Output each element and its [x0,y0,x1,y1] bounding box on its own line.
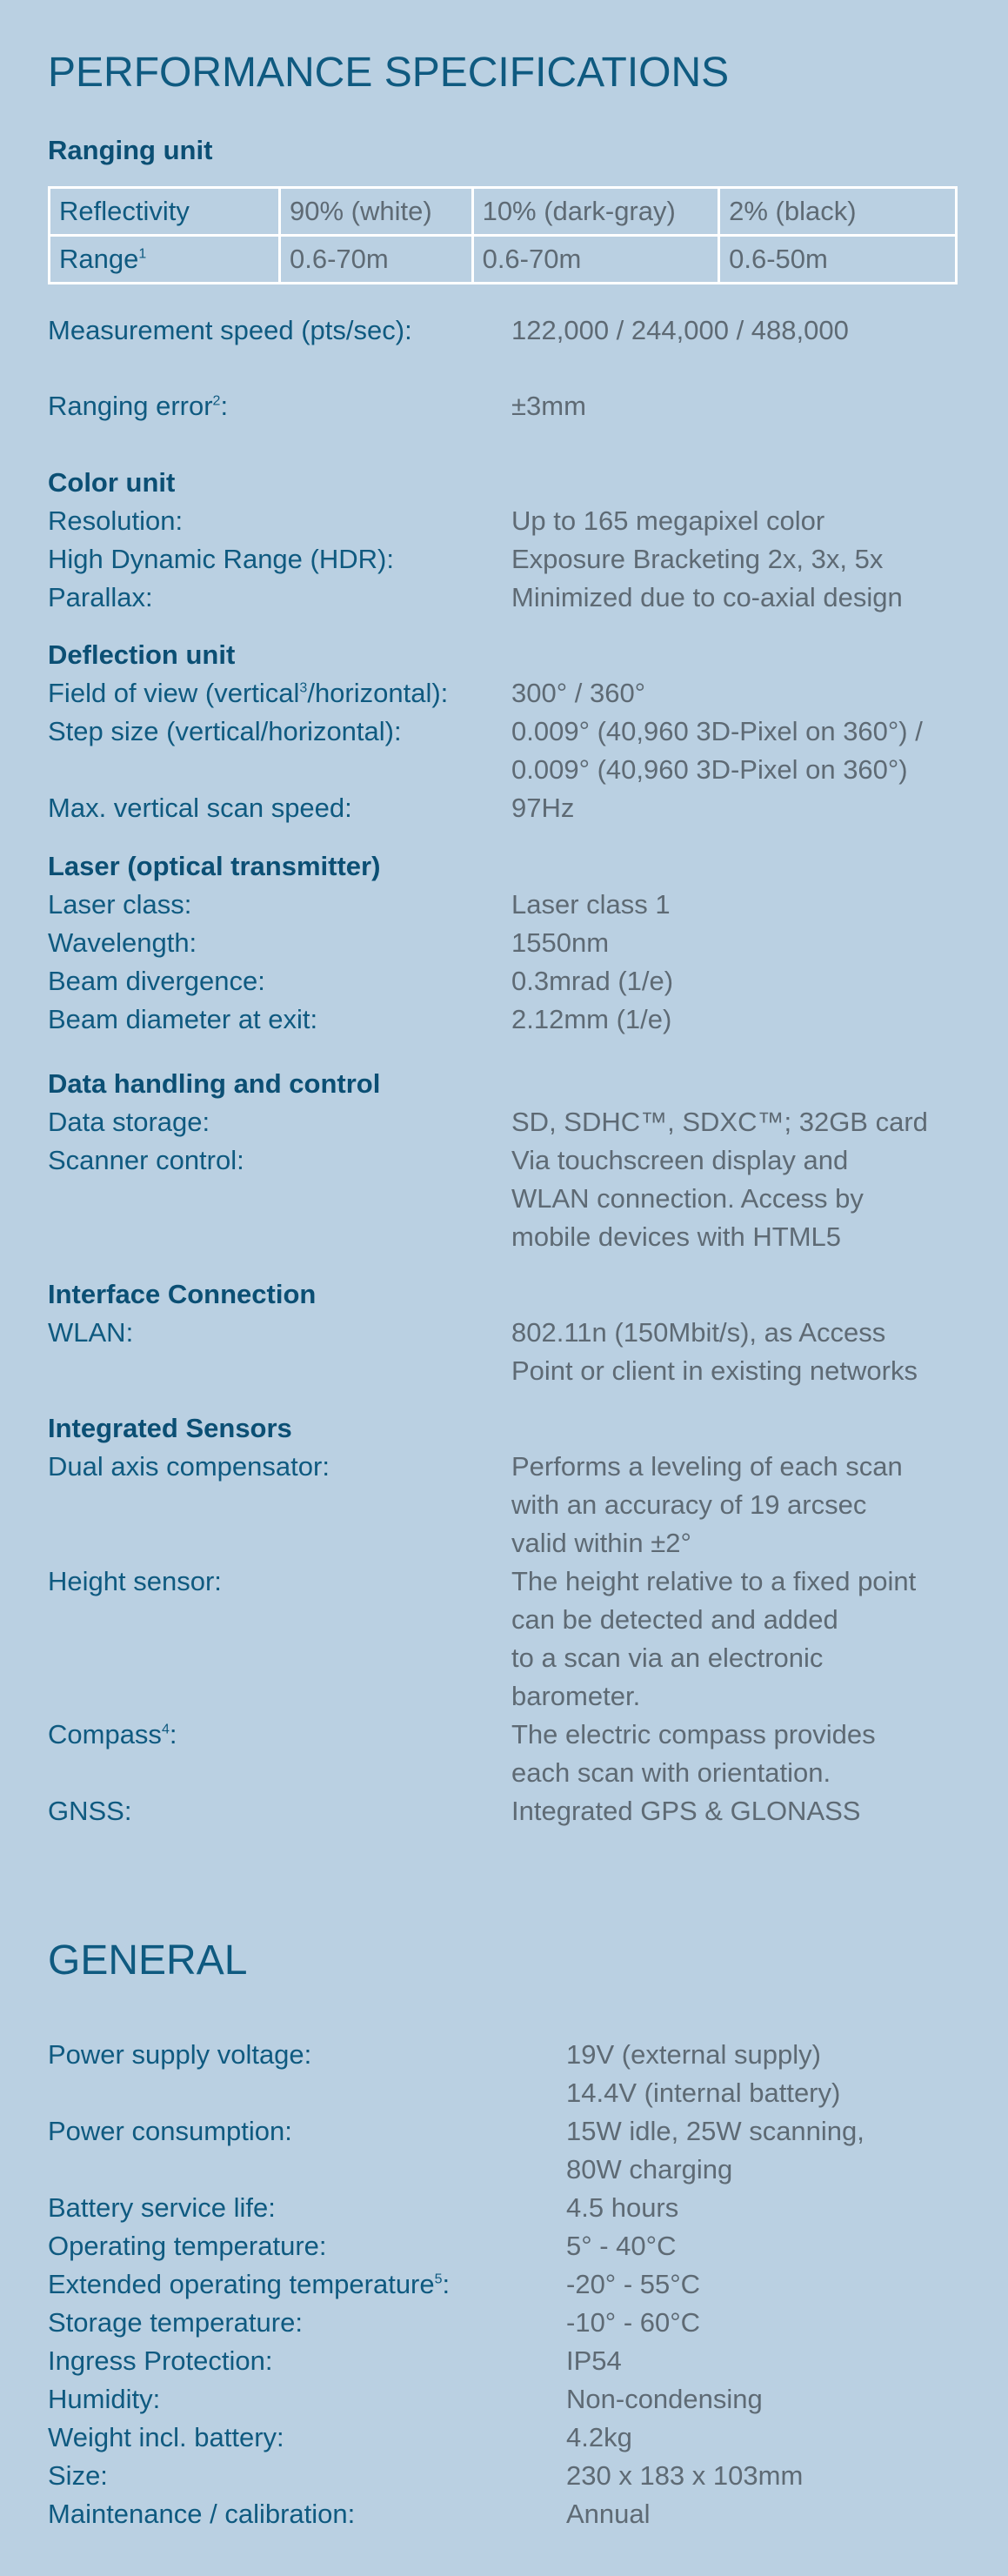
power-consumption-value-line1: 15W idle, 25W scanning, [566,2116,864,2146]
vertical-scan-speed-label: Max. vertical scan speed: [48,793,352,823]
compass-label: Compass$^4$: [48,1719,177,1750]
extended-temp-value: -20° - 55°C [566,2269,701,2299]
wavelength-value: 1550nm [511,927,610,958]
data-storage-label: Data storage: [48,1107,210,1137]
hdr-value: Exposure Bracketing 2x, 3x, 5x [511,544,884,574]
field-of-view-label: Field of view (vertical$^3$/horizontal): [48,678,449,708]
table-row [50,236,957,284]
scanner-control-label: Scanner control: [48,1145,244,1175]
range-label: Range [59,244,139,274]
laser-class-label: Laser class: [48,889,192,920]
maintenance-label: Maintenance / calibration: [48,2499,356,2529]
compass-value-line1: The electric compass provides [511,1719,876,1750]
table-cell: 10% (dark-gray) [472,188,719,236]
wlan-value-line2: Point or client in existing networks [511,1355,918,1386]
table-cell: Reflectivity [50,188,280,236]
height-sensor-value-line1: The height relative to a fixed point [511,1566,917,1596]
table-cell: 0.6-70m [472,236,719,284]
measurement-speed-value: 122,000 / 244,000 / 488,000 [511,315,849,345]
table-cell: 0.6-70m [279,236,472,284]
table-cell: 0.6-50m [719,236,957,284]
footnote-mark: 1 [138,246,147,262]
size-label: Size: [48,2460,108,2491]
interface-heading: Interface Connection [48,1279,317,1309]
table-cell [50,236,280,284]
storage-temp-label: Storage temperature: [48,2307,303,2338]
humidity-label: Humidity: [48,2384,161,2414]
general-title: GENERAL [48,1937,248,1984]
performance-title: PERFORMANCE SPECIFICATIONS [48,50,730,96]
ranging-error-value: ±3mm [511,391,586,421]
resolution-label: Resolution: [48,505,184,536]
wlan-label: WLAN: [48,1317,134,1348]
height-sensor-value-line2: can be detected and added [511,1604,838,1635]
power-supply-value-line2: 14.4V (internal battery) [566,2078,841,2108]
footnote-mark: 4 [161,1722,170,1737]
vertical-scan-speed-value: 97Hz [511,793,575,823]
power-supply-value-line1: 19V (external supply) [566,2039,821,2070]
hdr-label: High Dynamic Range (HDR): [48,544,394,574]
compass-value-line2: each scan with orientation. [511,1757,831,1788]
laser-class-value: Laser class 1 [511,889,671,920]
wavelength-label: Wavelength: [48,927,197,958]
operating-temp-value: 5° - 40°C [566,2231,677,2261]
field-of-view-value: 300° / 360° [511,678,646,708]
size-value: 230 x 183 x 103mm [566,2460,804,2491]
table-cell: 90% (white) [279,188,472,236]
operating-temp-label: Operating temperature: [48,2231,327,2261]
ranging-error-label: Ranging error$^2$: [48,391,229,421]
step-size-label: Step size (vertical/horizontal): [48,716,402,746]
power-consumption-value-line2: 80W charging [566,2154,733,2185]
power-supply-label: Power supply voltage: [48,2039,312,2070]
weight-label: Weight incl. battery: [48,2422,284,2452]
storage-temp-value: -10° - 60°C [566,2307,701,2338]
beam-divergence-value: 0.3mrad (1/e) [511,966,674,996]
footnote-mark: 2 [212,393,221,409]
ingress-protection-label: Ingress Protection: [48,2345,273,2376]
beam-diameter-label: Beam diameter at exit: [48,1004,318,1034]
power-consumption-label: Power consumption: [48,2116,292,2146]
gnss-label: GNSS: [48,1796,132,1826]
maintenance-value: Annual [566,2499,651,2529]
weight-value: 4.2kg [566,2422,632,2452]
dual-axis-value-line2: with an accuracy of 19 arcsec [511,1489,867,1520]
footnote-mark: 5 [434,2272,443,2287]
wlan-value-line1: 802.11n (150Mbit/s), as Access [511,1317,886,1348]
step-size-value-line2: 0.009° (40,960 3D-Pixel on 360°) [511,754,908,785]
measurement-speed-label: Measurement speed (pts/sec): [48,315,412,345]
table-row [50,188,957,236]
dual-axis-value-line3: valid within ±2° [511,1528,691,1558]
sensors-heading: Integrated Sensors [48,1413,292,1443]
beam-diameter-value: 2.12mm (1/e) [511,1004,672,1034]
ingress-protection-value: IP54 [566,2345,622,2376]
step-size-value-line1: 0.009° (40,960 3D-Pixel on 360°) / [511,716,923,746]
parallax-value: Minimized due to co-axial design [511,582,903,612]
dual-axis-label: Dual axis compensator: [48,1451,330,1482]
reflectivity-table [48,186,958,284]
color-unit-heading: Color unit [48,467,176,498]
scanner-control-value-line1: Via touchscreen display and [511,1145,849,1175]
battery-life-label: Battery service life: [48,2192,276,2223]
humidity-value: Non-condensing [566,2384,763,2414]
laser-heading: Laser (optical transmitter) [48,851,381,881]
height-sensor-value-line4: barometer. [511,1681,641,1711]
table-cell: 2% (black) [719,188,957,236]
scanner-control-value-line3: mobile devices with HTML5 [511,1221,842,1252]
height-sensor-label: Height sensor: [48,1566,222,1596]
height-sensor-value-line3: to a scan via an electronic [511,1643,824,1673]
footnote-mark: 3 [299,680,308,696]
ranging-unit-heading: Ranging unit [48,135,213,165]
resolution-value: Up to 165 megapixel color [511,505,825,536]
data-handling-heading: Data handling and control [48,1068,381,1099]
battery-life-value: 4.5 hours [566,2192,679,2223]
dual-axis-value-line1: Performs a leveling of each scan [511,1451,903,1482]
extended-temp-label: Extended operating temperature$^5$: [48,2269,451,2299]
gnss-value: Integrated GPS & GLONASS [511,1796,861,1826]
deflection-unit-heading: Deflection unit [48,639,236,670]
beam-divergence-label: Beam divergence: [48,966,265,996]
scanner-control-value-line2: WLAN connection. Access by [511,1183,864,1214]
parallax-label: Parallax: [48,582,153,612]
data-storage-value: SD, SDHC™, SDXC™; 32GB card [511,1107,928,1137]
